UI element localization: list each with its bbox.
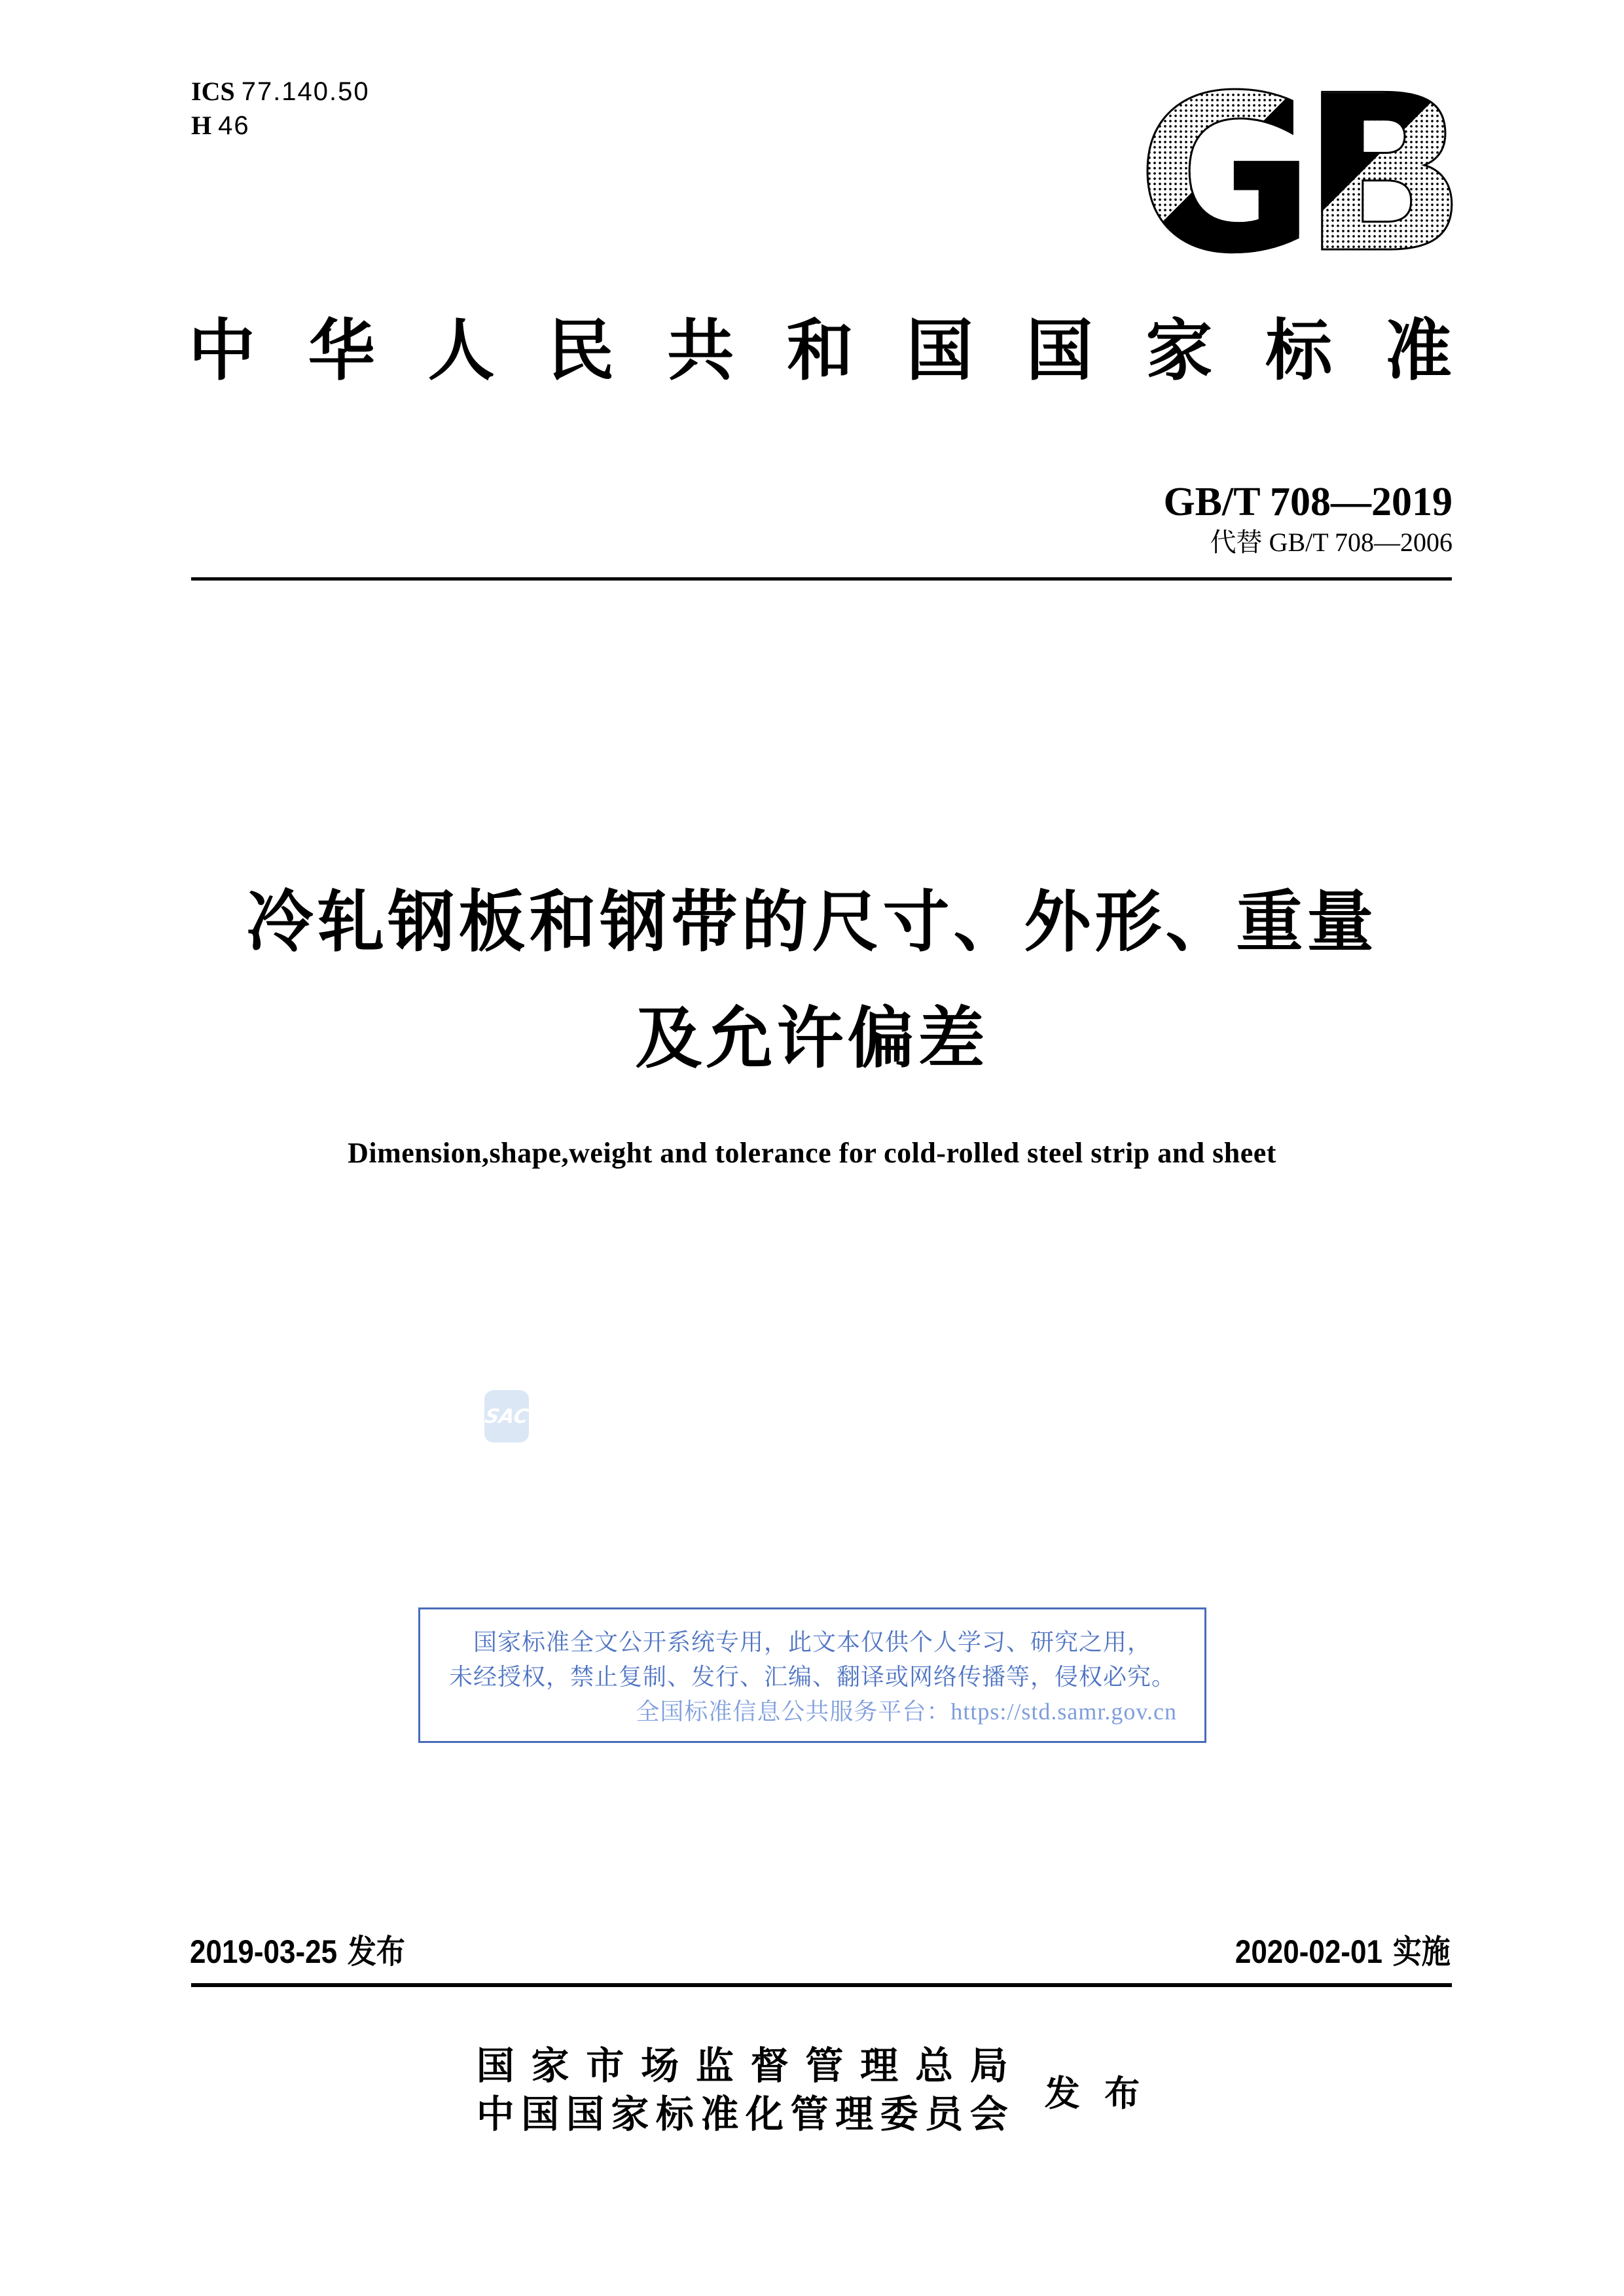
implement-date-group xyxy=(1235,1933,1451,1970)
ics-label: ICS xyxy=(191,77,235,106)
dates-row xyxy=(190,1933,1451,1970)
class-label: H xyxy=(191,111,212,140)
ics-line xyxy=(191,75,370,109)
sac-watermark-text: SAC xyxy=(482,1405,531,1428)
notice-line2: 未经授权，禁止复制、发行、汇编、翻译或网络传播等，侵权必究。 xyxy=(448,1664,1176,1690)
national-standard-title: 中华人民共和国国家标准 xyxy=(189,315,1452,389)
sac-watermark xyxy=(484,1390,529,1443)
publisher-row xyxy=(0,2042,1624,2139)
notice-line1: 国家标准全文公开系统专用，此文本仅供个人学习、研究之用， xyxy=(473,1629,1151,1655)
release-label: 发 布 xyxy=(1044,2073,1148,2113)
class-line xyxy=(191,109,370,143)
issue-label: 发布 xyxy=(347,1933,405,1970)
ics-block xyxy=(191,75,370,143)
implement-label: 实施 xyxy=(1393,1933,1451,1970)
notice-box xyxy=(418,1607,1206,1743)
standard-number: GB/T 708—2019 xyxy=(1163,480,1453,524)
doc-title-en: Dimension,shape,weight and tolerance for cold-rolled steel strip and sheet xyxy=(348,1137,1276,1169)
publisher-names xyxy=(477,2042,1008,2139)
replaces-note: 代替 GB/T 708—2006 xyxy=(1210,528,1453,557)
doc-title-zh-line1: 冷轧钢板和钢带的尺寸、外形、重量 xyxy=(246,885,1378,960)
implement-date: 2020-02-01 xyxy=(1235,1933,1383,1970)
doc-title-zh-line2: 及允许偏差 xyxy=(635,1001,989,1076)
issue-date: 2019-03-25 xyxy=(190,1933,338,1970)
publisher-line1: 国家市场监督管理总局 xyxy=(476,2045,1008,2087)
publisher-line2: 中国国家标准化管理委员会 xyxy=(476,2093,1008,2136)
class-code: 46 xyxy=(218,111,250,140)
ics-code: 77.140.50 xyxy=(241,77,370,106)
gb-logo: GB xyxy=(1136,49,1455,300)
header-divider-rule xyxy=(191,577,1452,581)
notice-platform-url: 全国标准信息公共服务平台：https://std.samr.gov.cn xyxy=(636,1698,1177,1725)
standard-number-block xyxy=(1163,480,1453,558)
footer-divider-rule xyxy=(191,1983,1452,1987)
issue-date-group xyxy=(190,1933,405,1970)
